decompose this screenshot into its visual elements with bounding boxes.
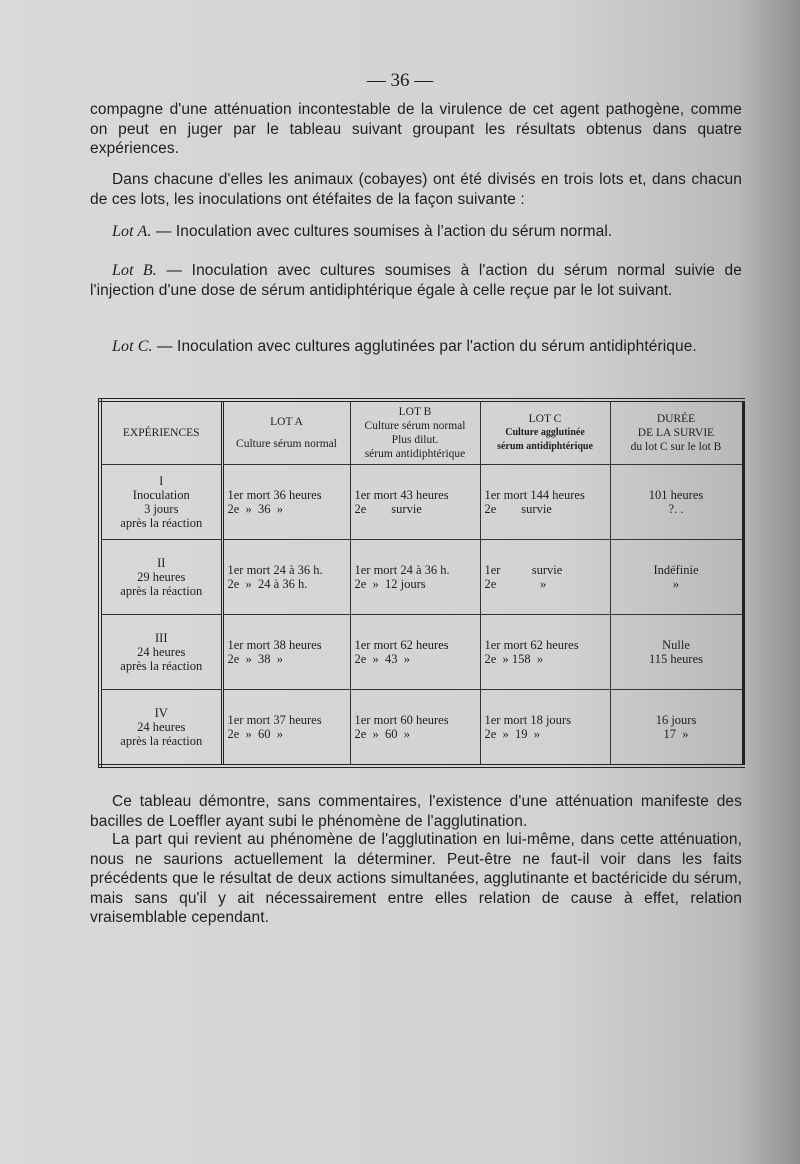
- cell-lot-c: [480, 615, 610, 690]
- cell-line: 1er survie: [484, 563, 563, 577]
- cell-line: 1er mort 60 heures: [354, 713, 449, 727]
- cell-line: 1er mort 38 heures: [227, 638, 322, 652]
- cell-line: Indéfinie: [653, 563, 699, 577]
- cell-line: 1er mort 24 à 36 h.: [227, 563, 323, 577]
- cell-line: 2e » 19 »: [484, 727, 541, 741]
- cell-line: 2e »: [484, 577, 547, 591]
- cell-lot-a: [222, 540, 350, 615]
- paragraph-intro: compagne d'une atténuation incontestable de la virulence de cet agent pathogène, comme on peut en juger par le tableau suivant groupant les résultats obtenus dans quatre expériences.: [90, 101, 742, 157]
- cell-line: après la réaction: [120, 659, 203, 673]
- cell-experience: [100, 540, 222, 615]
- cell-line: »: [672, 577, 680, 591]
- cell-line: 2e » 158 »: [484, 652, 544, 666]
- cell-lot-a: [222, 615, 350, 690]
- cell-duree: [610, 690, 743, 767]
- cell-line: 2e survie: [354, 502, 422, 516]
- paragraph-lot-b: [90, 261, 742, 300]
- cell-line: 24 heures: [137, 645, 186, 659]
- cell-line: 2e » 24 à 36 h.: [227, 577, 308, 591]
- paragraph-conclusion: Ce tableau démontre, sans commentaires, l'existence d'une atténuation manifeste des bacilles de Loeffler ayant subi le phénomène de l'agglutination.: [90, 793, 742, 830]
- paragraph-discussion: La part qui revient au phénomène de l'agglutination en lui-même, dans cette atténuation, nous ne saurions actuellement la déterminer. Peut-être ne faut-il voir dans les faits précédents que le résultat de deux actions simultanées, agglutinante et bactéricide du sérum, mais sans qu'il y ait nécessairement entre elles relation de cause à effet, relation vraisemblable cependant.: [90, 831, 742, 926]
- lot-a-label: Lot A.: [112, 223, 152, 240]
- cell-lot-a: [222, 690, 350, 767]
- cell-line: 2e » 60 »: [227, 727, 284, 741]
- cell-line: 1er mort 18 jours: [484, 713, 571, 727]
- cell-line: 1er mort 24 à 36 h.: [354, 563, 450, 577]
- cell-lot-c: [480, 465, 610, 540]
- cell-line: 29 heures: [137, 570, 186, 584]
- cell-line: Inoculation: [132, 488, 190, 502]
- cell-line: 1er mort 62 heures: [484, 638, 579, 652]
- cell-line: 115 heures: [648, 652, 704, 666]
- cell-lot-a: [222, 465, 350, 540]
- cell-lot-b: [350, 690, 480, 767]
- cell-line: après la réaction: [120, 734, 203, 748]
- lot-b-label: Lot B.: [112, 262, 157, 279]
- table-row: [100, 540, 743, 615]
- cell-line: I: [159, 474, 164, 488]
- header-lot-a: LOT A Culture sérum normal: [222, 400, 350, 465]
- header-duree: DURÉE DE LA SURVIE du lot C sur le lot B: [610, 400, 743, 465]
- cell-line: après la réaction: [120, 516, 203, 530]
- cell-line: 17 »: [663, 727, 689, 741]
- table-header-row: [100, 400, 743, 465]
- paragraph-lot-a: [90, 222, 742, 242]
- cell-line: 101 heures: [648, 488, 704, 502]
- table-row: [100, 465, 743, 540]
- cell-line: ?. .: [668, 502, 684, 516]
- cell-line: 1er mort 144 heures: [484, 488, 585, 502]
- header-lot-c: LOT C Culture agglutinée sérum antidiphtérique: [480, 400, 610, 465]
- cell-line: 1er mort 62 heures: [354, 638, 449, 652]
- table-row: [100, 615, 743, 690]
- cell-duree: [610, 615, 743, 690]
- cell-line: 2e » 38 »: [227, 652, 284, 666]
- cell-lot-c: [480, 540, 610, 615]
- cell-line: 3 jours: [144, 502, 179, 516]
- cell-line: 2e » 43 »: [354, 652, 411, 666]
- cell-line: Nulle: [662, 638, 690, 652]
- cell-line: 2e » 60 »: [354, 727, 411, 741]
- cell-lot-b: [350, 615, 480, 690]
- lot-b-text: — Inoculation avec cultures soumises à l'action du sérum normal suivie de l'injection d'une dose de sérum antidiphtérique égale à celle reçue par le lot suivant.: [90, 262, 743, 299]
- lot-c-label: Lot C.: [112, 338, 153, 355]
- results-table: [98, 398, 745, 768]
- cell-line: 24 heures: [137, 720, 186, 734]
- paragraph-lot-c: [90, 337, 742, 357]
- cell-line: III: [155, 631, 168, 645]
- header-experiences: EXPÉRIENCES: [100, 400, 222, 465]
- cell-experience: [100, 690, 222, 767]
- cell-line: 1er mort 37 heures: [227, 713, 322, 727]
- cell-lot-c: [480, 690, 610, 767]
- cell-line: 16 jours: [655, 713, 697, 727]
- cell-line: 2e » 36 »: [227, 502, 284, 516]
- cell-duree: [610, 465, 743, 540]
- cell-line: 1er mort 43 heures: [354, 488, 449, 502]
- cell-lot-b: [350, 465, 480, 540]
- cell-line: IV: [154, 706, 168, 720]
- lot-c-text: — Inoculation avec cultures agglutinées par l'action du sérum antidiphtérique.: [157, 338, 697, 355]
- cell-line: 2e survie: [484, 502, 552, 516]
- table-row: [100, 690, 743, 767]
- paragraph-method: Dans chacune d'elles les animaux (cobayes) ont été divisés en trois lots et, dans chacun de ces lots, les inoculations ont étéfaites de la façon suivante :: [90, 171, 742, 208]
- cell-line: 2e » 12 jours: [354, 577, 426, 591]
- cell-lot-b: [350, 540, 480, 615]
- cell-line: II: [157, 556, 166, 570]
- cell-line: 1er mort 36 heures: [227, 488, 322, 502]
- header-lot-b: LOT B Culture sérum normal Plus dilut. sérum antidiphtérique: [350, 400, 480, 465]
- cell-duree: [610, 540, 743, 615]
- cell-line: après la réaction: [120, 584, 203, 598]
- cell-experience: [100, 465, 222, 540]
- page-number: — 36 —: [366, 70, 434, 91]
- lot-a-text: — Inoculation avec cultures soumises à l'action du sérum normal.: [155, 223, 613, 240]
- cell-experience: [100, 615, 222, 690]
